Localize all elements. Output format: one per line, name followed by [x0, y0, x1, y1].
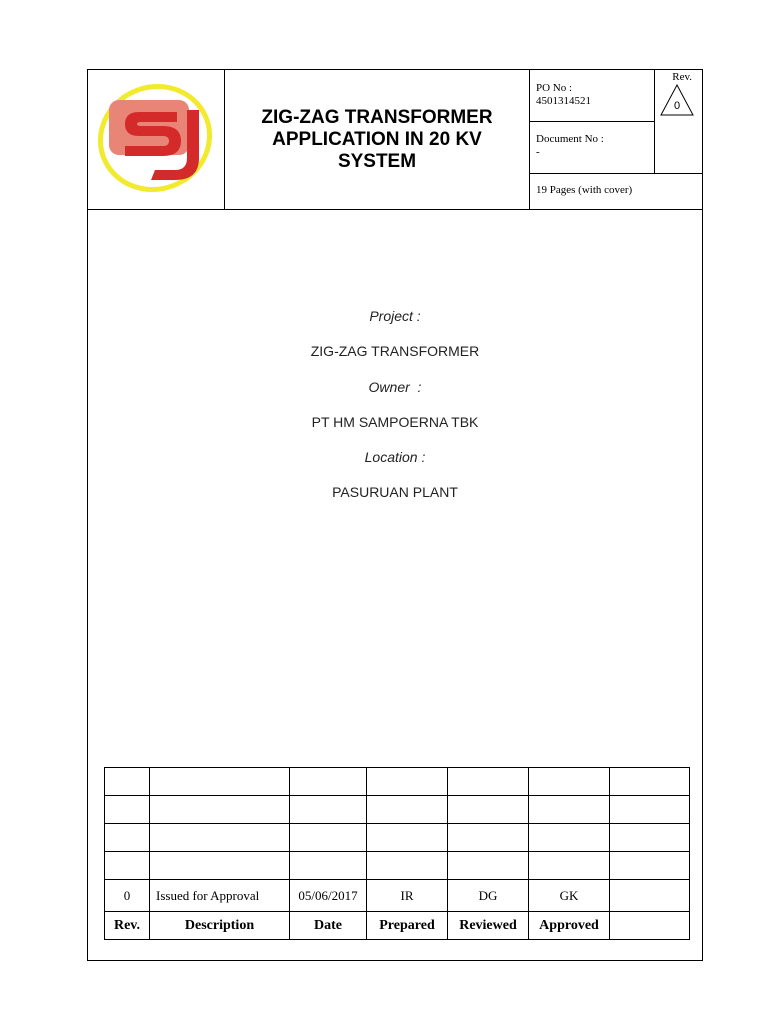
- header-rev: Rev.: [105, 912, 150, 940]
- header-reviewed: Reviewed: [448, 912, 529, 940]
- document-page: [87, 69, 703, 961]
- revision-table: [104, 767, 690, 940]
- header-description: Description: [150, 912, 290, 940]
- document-number-value: -: [536, 146, 540, 158]
- header-date: Date: [290, 912, 367, 940]
- table-row: 0 Issued for Approval 05/06/2017 IR DG GK: [105, 880, 690, 912]
- table-header-row: [105, 912, 690, 940]
- header-blank: [610, 912, 690, 940]
- revision-box: [655, 70, 702, 174]
- logo-cell: [88, 70, 225, 209]
- table-row: [105, 796, 690, 824]
- revision-number: 0: [673, 100, 681, 112]
- table-row: [105, 852, 690, 880]
- project-label: Project :: [369, 308, 421, 324]
- page-count: 19 Pages (with cover): [536, 184, 633, 196]
- document-number-label: Document No :: [536, 133, 604, 145]
- header-approved: Approved: [529, 912, 610, 940]
- revision-label: Rev.: [672, 71, 692, 83]
- document-title: ZIG-ZAG TRANSFORMER APPLICATION IN 20 KV SYSTEM: [261, 106, 493, 172]
- owner-label: Owner :: [368, 378, 422, 395]
- table-row: [105, 824, 690, 852]
- location-value: PASURUAN PLANT: [332, 484, 458, 501]
- header-prepared: Prepared: [367, 912, 448, 940]
- document-number-box: [530, 122, 655, 174]
- po-label: PO No :: [536, 82, 573, 94]
- project-value: ZIG-ZAG TRANSFORMER: [310, 343, 480, 360]
- table-row: [105, 768, 690, 796]
- company-logo-icon: [95, 80, 215, 198]
- title-cell: [225, 70, 530, 209]
- owner-value: PT HM SAMPOERNA TBK: [311, 413, 479, 430]
- info-cell: [530, 70, 702, 209]
- document-header: [88, 70, 702, 210]
- project-info: [88, 304, 702, 516]
- po-value: 4501314521: [536, 95, 591, 107]
- po-box: [530, 70, 655, 122]
- location-label: Location :: [364, 449, 426, 466]
